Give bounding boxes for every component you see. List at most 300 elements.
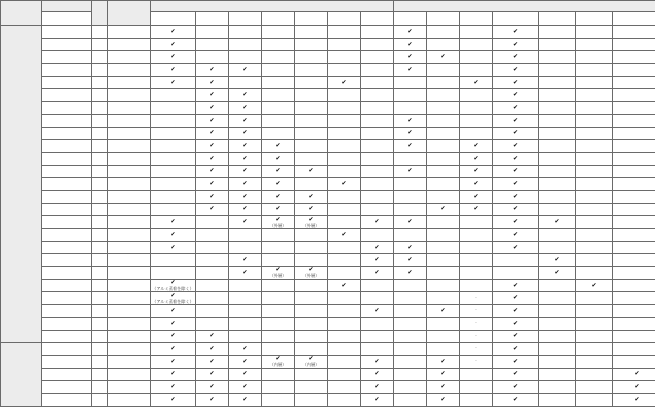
cell-note: （アルミ蒸着を除く） [152, 298, 194, 304]
type-cell [92, 152, 108, 165]
use-cell [151, 305, 196, 318]
type-cell [92, 64, 108, 77]
use-cell [196, 279, 229, 292]
check-icon: ✔ [242, 142, 248, 150]
check-icon: ✔ [407, 40, 413, 48]
type-cell [92, 267, 108, 280]
component-cell [108, 26, 151, 39]
feature-cell [394, 368, 427, 381]
type-cell [92, 343, 108, 356]
use-cell [151, 241, 196, 254]
check-icon: ✔ [170, 78, 176, 86]
feature-cell [394, 114, 427, 127]
product-name-cell [42, 393, 92, 406]
use-cell [361, 127, 394, 140]
use-cell [262, 343, 295, 356]
header-product-name [42, 1, 92, 12]
feature-cell [576, 102, 613, 115]
use-cell [328, 355, 361, 368]
feature-cell [427, 279, 460, 292]
product-name-cell [42, 330, 92, 343]
product-name-cell [42, 203, 92, 216]
feature-cell [576, 190, 613, 203]
component-cell [108, 267, 151, 280]
check-icon: ✔ [242, 370, 248, 378]
check-icon: ✔ [308, 215, 314, 223]
product-name-cell [42, 317, 92, 330]
feature-cell [427, 38, 460, 51]
use-cell [328, 203, 361, 216]
use-cell [151, 76, 196, 89]
check-icon: ✔ [275, 167, 281, 175]
check-icon: ✔ [209, 78, 215, 86]
use-cell [262, 114, 295, 127]
use-cell [262, 317, 295, 330]
check-icon: ✔ [513, 306, 519, 314]
check-icon: ✔ [170, 395, 176, 403]
feature-cell [539, 393, 576, 406]
header-uses-group [151, 1, 394, 12]
product-name-cell [42, 229, 92, 242]
component-cell [108, 114, 151, 127]
check-icon: ✔ [554, 256, 560, 264]
check-icon: ✔ [170, 230, 176, 238]
check-icon: ✔ [513, 27, 519, 35]
feature-cell [427, 140, 460, 153]
feature-cell [493, 51, 539, 64]
use-cell [328, 51, 361, 64]
feature-cell [394, 152, 427, 165]
feature-cell [613, 140, 655, 153]
component-cell [108, 355, 151, 368]
check-icon: ✔ [209, 345, 215, 353]
feature-cell [576, 330, 613, 343]
use-cell [151, 140, 196, 153]
use-cell [361, 64, 394, 77]
check-icon: ✔ [242, 180, 248, 188]
use-cell [295, 64, 328, 77]
feature-cell [539, 51, 576, 64]
feature-cell [394, 178, 427, 191]
feature-cell [576, 229, 613, 242]
feature-cell [394, 343, 427, 356]
check-icon: ✔ [242, 65, 248, 73]
feature-cell [613, 254, 655, 267]
type-cell [92, 102, 108, 115]
check-icon: ✔ [308, 192, 314, 200]
header-type [92, 1, 108, 26]
feature-cell [493, 343, 539, 356]
component-cell [108, 229, 151, 242]
header-uses-0 [151, 12, 196, 26]
check-icon: ✔ [513, 78, 519, 86]
table-row [1, 114, 655, 127]
feature-cell [394, 64, 427, 77]
check-icon: ✔ [170, 218, 176, 226]
feature-cell [394, 317, 427, 330]
use-cell [295, 343, 328, 356]
check-icon: ✔ [513, 129, 519, 137]
check-icon: ✔ [513, 40, 519, 48]
use-cell [151, 102, 196, 115]
feature-cell [493, 330, 539, 343]
check-icon: ✔ [374, 256, 380, 264]
use-cell [328, 26, 361, 39]
feature-cell [539, 38, 576, 51]
feature-cell [493, 38, 539, 51]
use-cell [196, 216, 229, 229]
component-cell [108, 190, 151, 203]
check-icon: ✔ [513, 395, 519, 403]
check-icon: ✔ [341, 180, 347, 188]
feature-cell [460, 368, 493, 381]
feature-cell [460, 393, 493, 406]
check-icon: ✔ [209, 395, 215, 403]
feature-cell [539, 114, 576, 127]
use-cell [361, 203, 394, 216]
check-icon: ✔ [407, 116, 413, 124]
feature-cell [576, 267, 613, 280]
table-row [1, 305, 655, 318]
table-row [1, 381, 655, 394]
use-cell [196, 393, 229, 406]
feature-cell [493, 114, 539, 127]
feature-cell [394, 38, 427, 51]
type-cell [92, 203, 108, 216]
header-features-0 [394, 12, 427, 26]
component-cell [108, 64, 151, 77]
feature-cell [493, 140, 539, 153]
check-icon: ✔ [242, 218, 248, 226]
use-cell [295, 178, 328, 191]
feature-cell [394, 127, 427, 140]
use-cell [229, 216, 262, 229]
use-cell [196, 267, 229, 280]
check-icon: ✔ [341, 281, 347, 289]
feature-cell [394, 26, 427, 39]
use-cell [196, 203, 229, 216]
feature-cell [613, 317, 655, 330]
dash-mark: - [475, 359, 477, 365]
type-cell [92, 254, 108, 267]
use-cell [151, 114, 196, 127]
check-icon: ✔ [513, 370, 519, 378]
use-cell [295, 76, 328, 89]
feature-cell [613, 305, 655, 318]
feature-cell [613, 203, 655, 216]
feature-cell [613, 51, 655, 64]
feature-cell [493, 381, 539, 394]
table-row [1, 127, 655, 140]
feature-cell [576, 76, 613, 89]
feature-cell [613, 38, 655, 51]
feature-cell [539, 317, 576, 330]
check-icon: ✔ [209, 103, 215, 111]
feature-cell [539, 178, 576, 191]
component-cell [108, 317, 151, 330]
feature-cell [493, 152, 539, 165]
feature-cell [460, 26, 493, 39]
check-icon: ✔ [440, 205, 446, 213]
feature-cell [539, 267, 576, 280]
use-cell [229, 203, 262, 216]
use-cell [151, 292, 196, 305]
table-row [1, 229, 655, 242]
table-row [1, 254, 655, 267]
feature-cell [460, 343, 493, 356]
use-cell [295, 140, 328, 153]
check-icon: ✔ [275, 180, 281, 188]
check-icon: ✔ [209, 91, 215, 99]
table-row [1, 355, 655, 368]
use-cell [328, 178, 361, 191]
use-cell [151, 64, 196, 77]
feature-cell [427, 64, 460, 77]
feature-cell [539, 216, 576, 229]
check-icon: ✔ [473, 205, 479, 213]
use-cell [229, 241, 262, 254]
check-icon: ✔ [513, 205, 519, 213]
feature-cell [613, 229, 655, 242]
check-icon: ✔ [513, 180, 519, 188]
check-icon: ✔ [513, 103, 519, 111]
use-cell [229, 305, 262, 318]
dash-mark: - [475, 321, 477, 327]
use-cell [328, 38, 361, 51]
check-icon: ✔ [374, 243, 380, 251]
use-cell [295, 102, 328, 115]
feature-cell [493, 267, 539, 280]
check-icon: ✔ [591, 281, 597, 289]
feature-cell [427, 305, 460, 318]
use-cell [295, 38, 328, 51]
type-cell [92, 279, 108, 292]
check-icon: ✔ [242, 129, 248, 137]
component-cell [108, 140, 151, 153]
type-cell [92, 355, 108, 368]
header-product-sub [42, 12, 92, 26]
product-name-cell [42, 152, 92, 165]
use-cell [229, 178, 262, 191]
type-cell [92, 305, 108, 318]
check-icon: ✔ [242, 154, 248, 162]
feature-cell [539, 26, 576, 39]
feature-cell [539, 381, 576, 394]
feature-cell [576, 114, 613, 127]
feature-cell [493, 178, 539, 191]
feature-cell [427, 51, 460, 64]
check-icon: ✔ [275, 266, 281, 274]
check-icon: ✔ [513, 294, 519, 302]
use-cell [328, 127, 361, 140]
use-cell [295, 127, 328, 140]
check-icon: ✔ [513, 345, 519, 353]
feature-cell [460, 102, 493, 115]
use-cell [151, 267, 196, 280]
check-icon: ✔ [242, 116, 248, 124]
component-cell [108, 51, 151, 64]
use-cell [361, 267, 394, 280]
use-cell [361, 330, 394, 343]
component-cell [108, 89, 151, 102]
use-cell [151, 355, 196, 368]
use-cell [196, 102, 229, 115]
use-cell [196, 355, 229, 368]
check-icon: ✔ [440, 357, 446, 365]
product-name-cell [42, 76, 92, 89]
use-cell [295, 267, 328, 280]
component-cell [108, 279, 151, 292]
feature-cell [576, 292, 613, 305]
use-cell [262, 102, 295, 115]
use-cell [361, 89, 394, 102]
use-cell [361, 241, 394, 254]
feature-cell [576, 165, 613, 178]
feature-cell [493, 317, 539, 330]
feature-cell [427, 229, 460, 242]
check-icon: ✔ [308, 167, 314, 175]
table-row [1, 190, 655, 203]
use-cell [262, 38, 295, 51]
use-cell [229, 114, 262, 127]
feature-cell [394, 267, 427, 280]
feature-cell [613, 178, 655, 191]
feature-cell [576, 343, 613, 356]
use-cell [328, 305, 361, 318]
component-cell [108, 152, 151, 165]
use-cell [196, 190, 229, 203]
use-cell [151, 26, 196, 39]
feature-cell [539, 102, 576, 115]
feature-cell [576, 381, 613, 394]
use-cell [361, 355, 394, 368]
type-cell [92, 317, 108, 330]
check-icon: ✔ [209, 370, 215, 378]
feature-cell [613, 355, 655, 368]
use-cell [229, 102, 262, 115]
use-cell [295, 254, 328, 267]
use-cell [151, 38, 196, 51]
check-icon: ✔ [170, 383, 176, 391]
use-cell [295, 317, 328, 330]
use-cell [229, 51, 262, 64]
table-row [1, 279, 655, 292]
type-cell [92, 114, 108, 127]
use-cell [361, 165, 394, 178]
component-cell [108, 127, 151, 140]
use-cell [262, 355, 295, 368]
use-cell [262, 229, 295, 242]
feature-cell [613, 381, 655, 394]
feature-cell [493, 305, 539, 318]
check-icon: ✔ [513, 167, 519, 175]
feature-cell [427, 89, 460, 102]
product-name-cell [42, 305, 92, 318]
check-icon: ✔ [170, 319, 176, 327]
feature-cell [613, 190, 655, 203]
table-row [1, 317, 655, 330]
use-cell [262, 368, 295, 381]
product-name-cell [42, 292, 92, 305]
use-cell [262, 190, 295, 203]
feature-cell [576, 241, 613, 254]
use-cell [151, 343, 196, 356]
product-name-cell [42, 165, 92, 178]
check-icon: ✔ [209, 129, 215, 137]
feature-cell [394, 355, 427, 368]
check-icon: ✔ [513, 281, 519, 289]
type-cell [92, 26, 108, 39]
feature-cell [539, 305, 576, 318]
check-icon: ✔ [242, 345, 248, 353]
check-icon: ✔ [440, 306, 446, 314]
check-icon: ✔ [170, 345, 176, 353]
feature-cell [539, 343, 576, 356]
feature-cell [427, 254, 460, 267]
check-icon: ✔ [634, 370, 640, 378]
use-cell [328, 114, 361, 127]
check-icon: ✔ [513, 91, 519, 99]
feature-cell [576, 393, 613, 406]
use-cell [262, 393, 295, 406]
use-cell [229, 279, 262, 292]
use-cell [328, 343, 361, 356]
check-icon: ✔ [407, 65, 413, 73]
type-cell [92, 229, 108, 242]
component-cell [108, 368, 151, 381]
feature-cell [539, 368, 576, 381]
check-icon: ✔ [513, 65, 519, 73]
check-icon: ✔ [374, 268, 380, 276]
use-cell [262, 381, 295, 394]
use-cell [361, 381, 394, 394]
product-name-cell [42, 89, 92, 102]
table-row [1, 51, 655, 64]
use-cell [262, 216, 295, 229]
use-cell [262, 89, 295, 102]
use-cell [328, 317, 361, 330]
header-features-4 [539, 12, 576, 26]
table-row [1, 64, 655, 77]
check-icon: ✔ [209, 180, 215, 188]
use-cell [361, 317, 394, 330]
use-cell [295, 51, 328, 64]
check-icon: ✔ [170, 40, 176, 48]
use-cell [361, 51, 394, 64]
use-cell [151, 89, 196, 102]
feature-cell [427, 241, 460, 254]
use-cell [361, 343, 394, 356]
use-cell [229, 381, 262, 394]
check-icon: ✔ [209, 332, 215, 340]
product-name-cell [42, 343, 92, 356]
use-cell [361, 279, 394, 292]
feature-cell [460, 114, 493, 127]
use-cell [328, 381, 361, 394]
feature-cell [613, 102, 655, 115]
use-cell [229, 76, 262, 89]
feature-cell [576, 368, 613, 381]
category-label [1, 343, 42, 406]
use-cell [328, 140, 361, 153]
header-uses-4 [295, 12, 328, 26]
check-icon: ✔ [170, 291, 176, 299]
check-icon: ✔ [170, 27, 176, 35]
use-cell [262, 178, 295, 191]
feature-cell [493, 393, 539, 406]
use-cell [262, 292, 295, 305]
table-row [1, 292, 655, 305]
